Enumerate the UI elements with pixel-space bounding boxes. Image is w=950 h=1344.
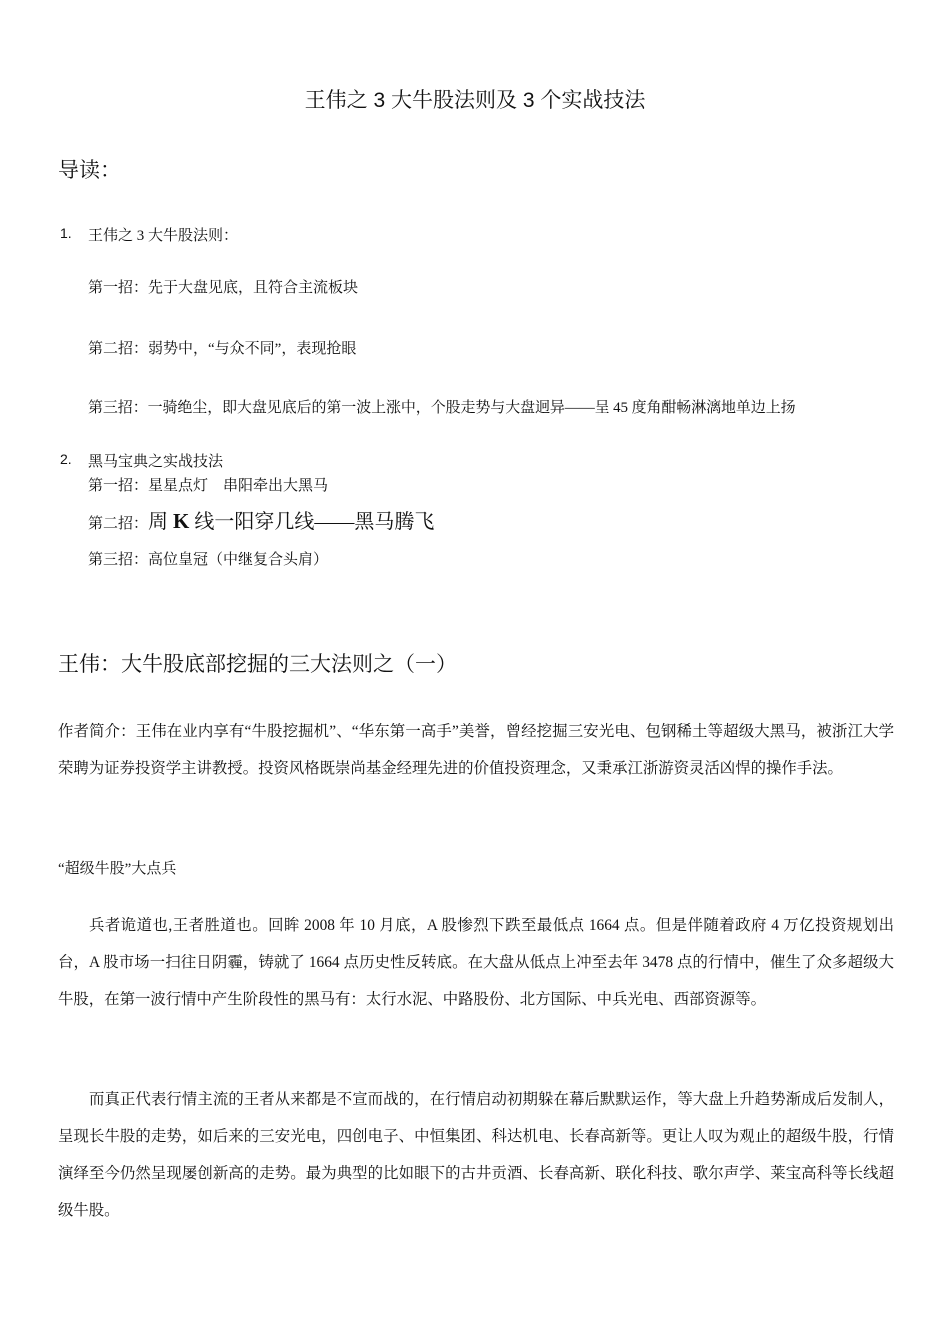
author-intro-paragraph: 作者简介：王伟在业内享有“牛股挖掘机”、“华东第一高手”美誉，曾经挖掘三安光电、包钢稀土等超级大黑马，被浙江大学荣聘为证券投资学主讲教授。投资风格既崇尚基金经理先进的价值投资理念，又秉承江浙游资灵活凶悍的操作手法。	[58, 723, 894, 777]
list2-item-2-text-a: 周	[148, 511, 174, 533]
list1-item-3: 第三招：一骑绝尘，即大盘见底后的第一波上涨中，个股走势与大盘迥异——呈 45 度角酣畅淋漓地单边上扬	[88, 400, 796, 416]
list-label-1: 王伟之 3 大牛股法则：	[88, 228, 239, 244]
section-heading: 王伟：大牛股底部挖掘的三大法则之（一）	[58, 653, 457, 676]
list-label-2: 黑马宝典之实战技法	[88, 454, 224, 470]
list2-item-2-k: K	[173, 509, 190, 533]
list2-item-2-text-b: 线一阳穿几线——黑马腾飞	[189, 511, 435, 533]
body-paragraph-1: 兵者诡道也,王者胜道也。回眸 2008 年 10 月底，A 股惨烈下跌至最低点 1664 点。但是伴随着政府 4 万亿投资规划出台，A 股市场一扫往日阴霾，铸就了 1664 点历史性反转底。在大盘从低点上冲至去年 3478 点的行情中，催生了众多超级大牛股，在第一波行情中产生阶段性的黑马有：太行水泥、中路股份、北方国际、中兵光电、西部资源等。	[58, 917, 894, 1008]
body-paragraph-2: 而真正代表行情主流的王者从来都是不宣而战的，在行情启动初期躲在幕后默默运作，等大盘上升趋势渐成后发制人，呈现长牛股的走势，如后来的三安光电，四创电子、中恒集团、科达机电、长春高新等。更让人叹为观止的超级牛股，行情演绎至今仍然呈现屡创新高的走势。最为典型的比如眼下的古井贡酒、长春高新、联化科技、歌尔声学、莱宝高科等长线超级牛股。	[58, 1091, 894, 1219]
list2-item-2	[88, 505, 434, 534]
list2-item-2-prefix: 第二招：	[88, 516, 149, 532]
subheading: “超级牛股”大点兵	[58, 861, 177, 877]
list1-item-2: 第二招：弱势中，“与众不同”，表现抢眼	[88, 341, 357, 357]
list2-item-1: 第一招：星星点灯 串阳牵出大黑马	[88, 478, 329, 494]
document-title: 王伟之 3 大牛股法则及 3 个实战技法	[304, 89, 646, 112]
list-number-2: 2.	[60, 451, 72, 467]
list1-item-1: 第一招：先于大盘见底，且符合主流板块	[88, 280, 359, 296]
list-number-1: 1.	[60, 225, 72, 241]
guide-heading: 导读：	[58, 159, 121, 182]
list2-item-3: 第三招：高位皇冠（中继复合头肩）	[88, 552, 329, 568]
